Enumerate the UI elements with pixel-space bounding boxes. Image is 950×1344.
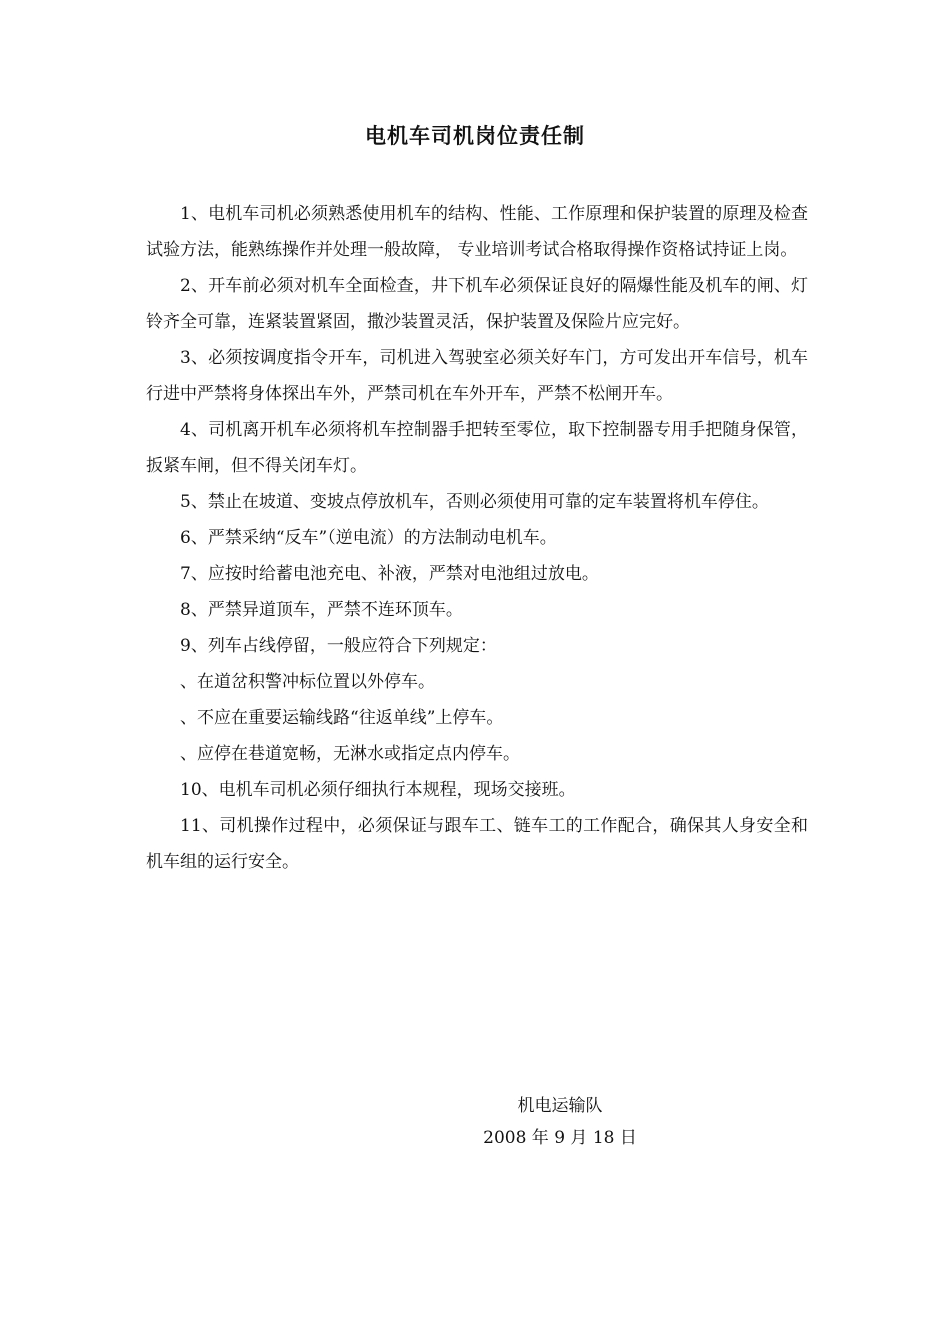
subitem-2: 、不应在重要运输线路“往返单线”上停车。 — [180, 708, 504, 728]
paragraph-4: 4、司机离开机车必须将机车控制器手把转至零位，取下控制器专用手把随身保管，扳紧车闸，但不得关闭车灯。 — [146, 420, 808, 476]
paragraph-5: 5、禁止在坡道、变坡点停放机车，否则必须使用可靠的定车装置将机车停住。 — [180, 492, 769, 512]
paragraph-9: 9、列车占线停留，一般应符合下列规定： — [180, 636, 497, 656]
signature-org: 机电运输队 — [517, 1096, 603, 1116]
paragraph-3: 3、必须按调度指令开车，司机进入驾驶室必须关好车门，方可发出开车信号，机车行进中严禁将身体探出车外，严禁司机在车外开车，严禁不松闸开车。 — [146, 348, 808, 404]
signature-date: 2008 年 9 月 18 日 — [483, 1128, 637, 1148]
document-body — [146, 196, 808, 880]
paragraph-7: 7、应按时给蓄电池充电、补液，严禁对电池组过放电。 — [180, 564, 599, 584]
subitem-1: 、在道岔积警冲标位置以外停车。 — [180, 672, 435, 692]
document-title: 电机车司机岗位责任制 — [365, 124, 585, 148]
paragraph-10: 10、电机车司机必须仔细执行本规程，现场交接班。 — [180, 780, 576, 800]
paragraph-8: 8、严禁异道顶车，严禁不连环顶车。 — [180, 600, 463, 620]
subitem-3: 、应停在巷道宽畅，无淋水或指定点内停车。 — [180, 744, 520, 764]
paragraph-6: 6、严禁采纳“反车”（逆电流）的方法制动电机车。 — [180, 528, 557, 548]
paragraph-2: 2、开车前必须对机车全面检查，井下机车必须保证良好的隔爆性能及机车的闸、灯铃齐全可靠，连紧装置紧固，撒沙装置灵活，保护装置及保险片应完好。 — [146, 276, 808, 332]
signature-block — [470, 1090, 650, 1154]
paragraph-1: 1、电机车司机必须熟悉使用机车的结构、性能、工作原理和保护装置的原理及检查试验方法，能熟练操作并处理一般故障， 专业培训考试合格取得操作资格试持证上岗。 — [146, 204, 808, 260]
paragraph-11: 11、司机操作过程中，必须保证与跟车工、链车工的工作配合，确保其人身安全和机车组的运行安全。 — [146, 816, 808, 872]
